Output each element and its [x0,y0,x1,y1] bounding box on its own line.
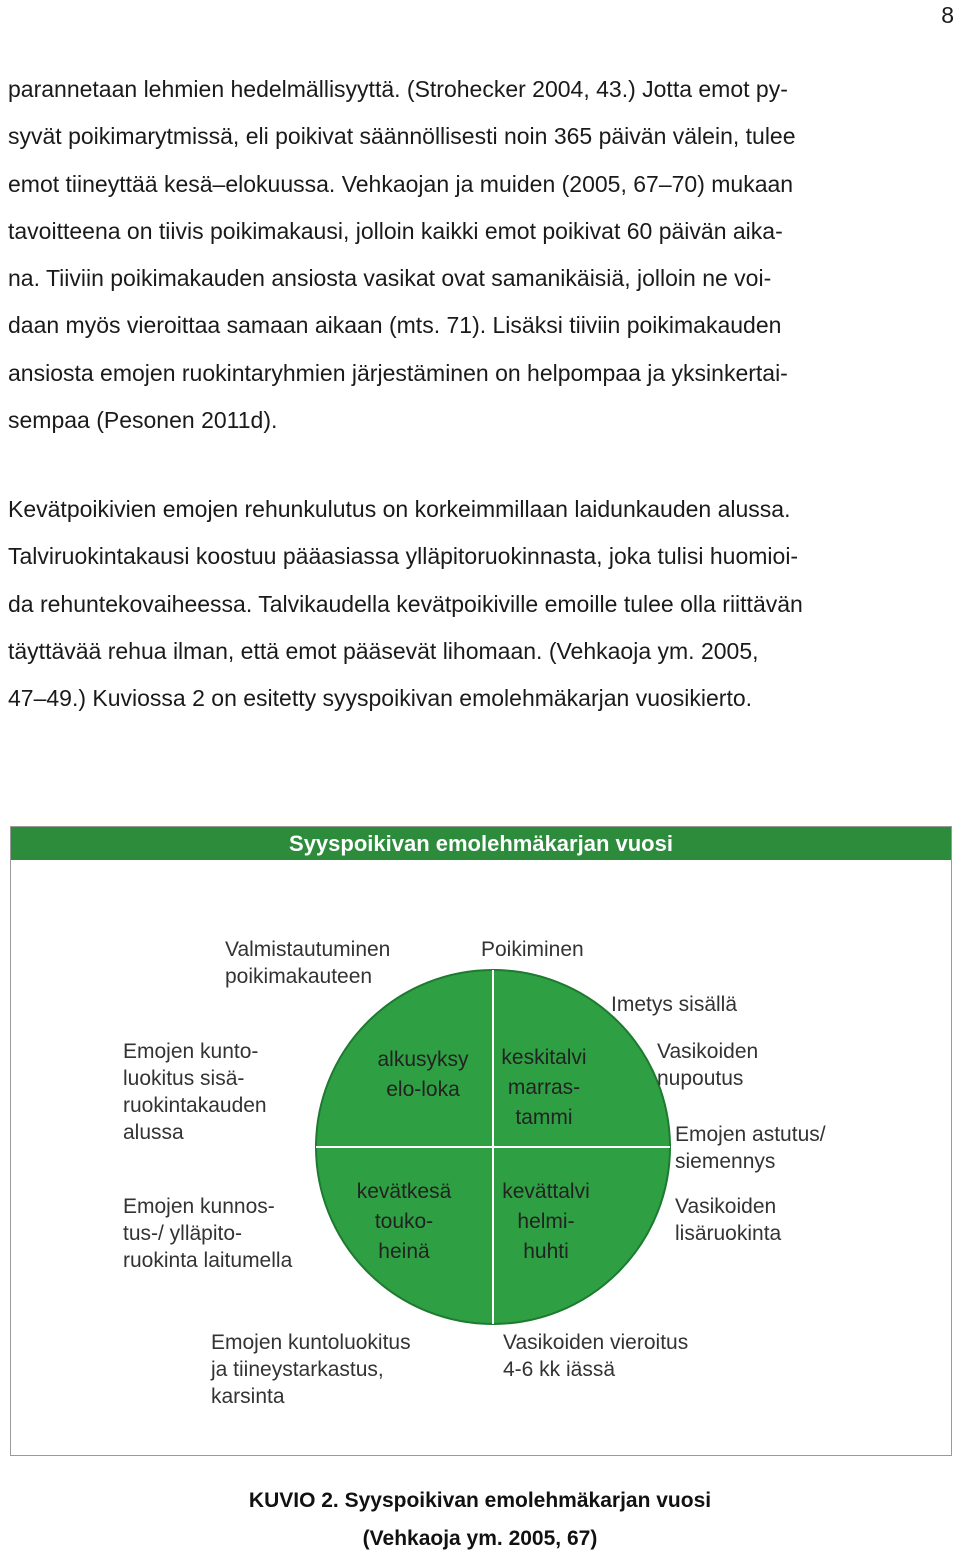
quadrant-late-spring: kevätkesä touko- heinä [356,1180,452,1263]
figure-caption: KUVIO 2. Syyspoikivan emolehmäkarjan vuosi [248,1489,712,1512]
paragraph-line: 47–49.) Kuviossa 2 on esitetty syyspoikivan emolehmäkarjan vuosikierto. [8,685,753,712]
body-paragraph-1 [8,66,958,444]
label-breeding: Emojen astutus/ siemennys [675,1123,826,1173]
body-paragraph-2 [8,486,958,722]
paragraph-line: sempaa (Pesonen 2011d). [8,407,278,434]
quadrant-late-winter: kevättalvi helmi- huhti [502,1180,590,1263]
quadrant-autumn: alkusyksy elo-loka [377,1048,469,1101]
label-weaning: Vasikoiden vieroitus 4-6 kk iässä [503,1331,689,1381]
label-calf-supplement: Vasikoiden lisäruokinta [675,1195,782,1245]
paragraph-line: Kevätpoikivien emojen rehunkulutus on korkeimmillaan laidunkauden alussa. [8,496,791,522]
label-pregnancy-check: Emojen kuntoluokitus ja tiineystarkastus, karsinta [211,1331,411,1408]
paragraph-line: Talviruokintakausi koostuu pääasiassa ylläpitoruokinnasta, joka tulisi huomioi- [8,543,799,570]
paragraph-line: täyttävää rehua ilman, että emot pääsevät lihomaan. (Vehkaoja ym. 2005, [8,637,759,664]
figure-title: Syyspoikivan emolehmäkarjan vuosi [289,831,673,856]
label-pasture-feeding: Emojen kunnos- tus-/ ylläpito- ruokinta laitumella [123,1195,293,1272]
paragraph-line: na. Tiiviin poikimakauden ansiosta vasikat ovat samanikäisiä, jolloin ne voi- [8,265,772,292]
label-calf-dehorning: Vasikoiden nupoutus [657,1040,759,1090]
paragraph-line: tavoitteena on tiivis poikimakausi, jolloin kaikki emot poikivat 60 päivän aika- [8,217,783,244]
quadrant-midwinter: keskitalvi marras- tammi [501,1046,587,1129]
paragraph-line: da rehuntekovaiheessa. Talvikaudella kevätpoikiville emoille tulee olla riittävän [8,590,803,617]
label-preparation: Valmistautuminen poikimakauteen [225,938,391,988]
paragraph-line: parannetaan lehmien hedelmällisyyttä. (Strohecker 2004, 43.) Jotta emot py- [8,76,788,102]
paragraph-line: ansiosta emojen ruokintaryhmien järjestäminen on helpompaa ja yksinkertai- [8,359,788,386]
label-nursing: Imetys sisällä [611,993,738,1016]
annual-cycle-figure [10,826,952,1456]
figure-caption-source: (Vehkaoja ym. 2005, 67) [362,1527,598,1550]
paragraph-line: emot tiineyttää kesä–elokuussa. Vehkaojan ja muiden (2005, 67–70) mukaan [8,170,794,197]
label-calving: Poikiminen [481,938,584,961]
page-number: 8 [941,2,954,28]
paragraph-line: syvät poikimarytmissä, eli poikivat säännöllisesti noin 365 päivän välein, tulee [8,123,796,150]
paragraph-line: daan myös vieroittaa samaan aikaan (mts. 71). Lisäksi tiiviin poikimakauden [8,312,782,339]
label-condition-scoring-indoor: Emojen kunto- luokitus sisä- ruokintakauden alussa [123,1040,267,1144]
